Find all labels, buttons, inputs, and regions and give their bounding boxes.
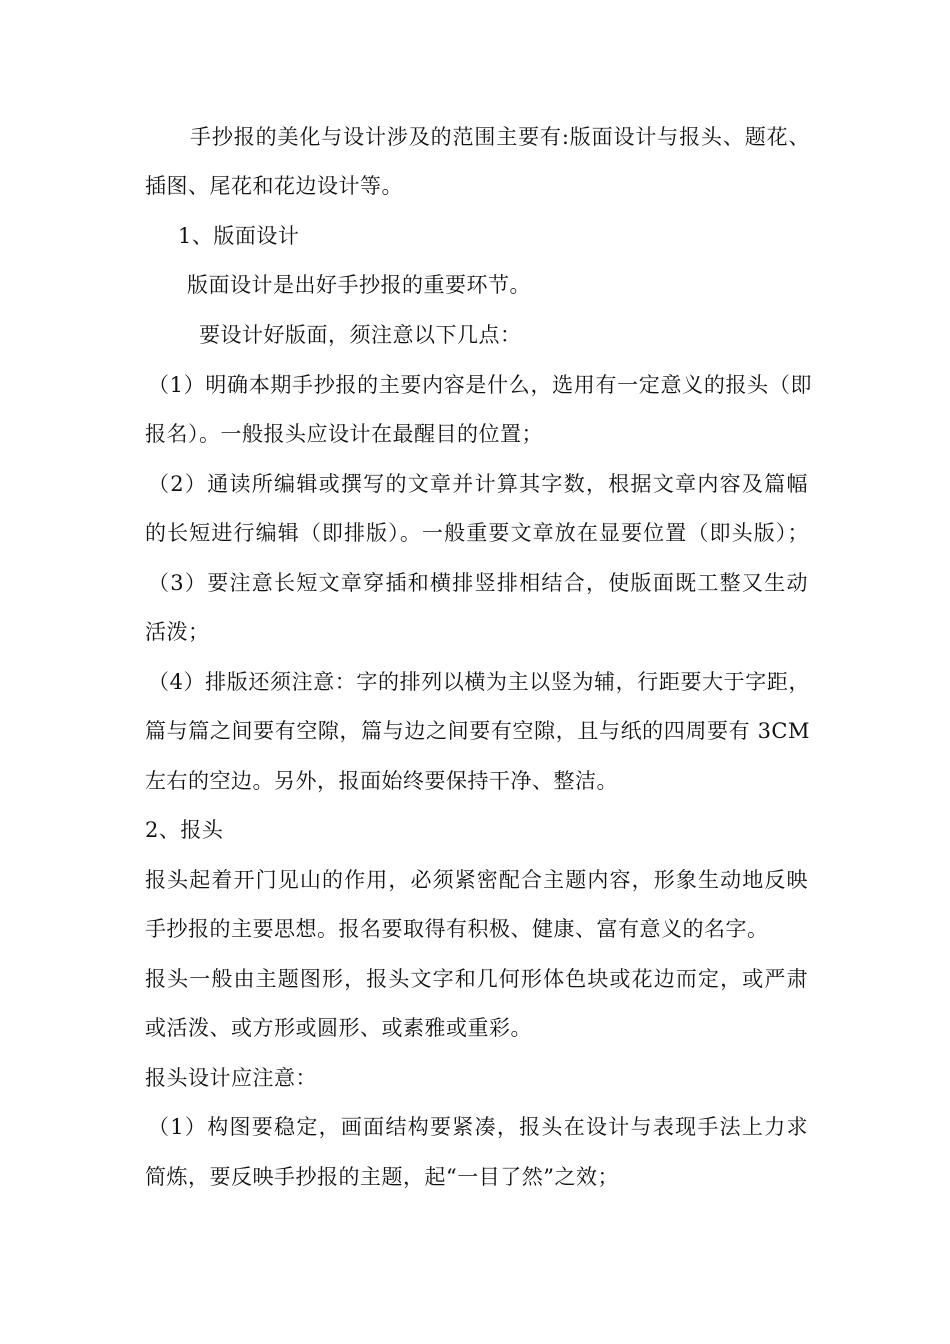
masthead-notes-heading: 报头设计应注意： xyxy=(145,1066,317,1090)
list-item-4-line-3: 左右的空边。另外，报面始终要保持干净、整洁。 xyxy=(145,769,618,793)
masthead-paragraph-line-2: 手抄报的主要思想。报名要取得有积极、健康、富有意义的名字。 xyxy=(145,917,769,941)
section-heading-layout: 1、版面设计 xyxy=(178,224,300,248)
intro-line-1: 手抄报的美化与设计涉及的范围主要有:版面设计与报头、题花、 xyxy=(190,125,810,149)
intro-line-2: 插图、尾花和花边设计等。 xyxy=(145,174,403,198)
list-item-2-line-1: （2）通读所编辑或撰写的文章并计算其字数，根据文章内容及篇幅 xyxy=(148,472,808,496)
list-item-1-line-2: 报名）。一般报头应设计在最醒目的位置； xyxy=(145,422,543,446)
list-item-3-line-2: 活泼； xyxy=(145,620,210,644)
paragraph-line: 要设计好版面，须注意以下几点： xyxy=(199,323,522,347)
list-item-3-line-1: （3）要注意长短文章穿插和横排竖排相结合，使版面既工整又生动 xyxy=(148,571,808,595)
masthead-note-1-line-2: 简炼，要反映手抄报的主题，起“一目了然”之效； xyxy=(145,1165,619,1189)
section-heading-masthead: 2、报头 xyxy=(145,818,224,842)
masthead-note-1-line-1: （1）构图要稳定，画面结构要紧凑，报头在设计与表现手法上力求 xyxy=(148,1115,808,1139)
list-item-4-line-1: （4）排版还须注意：字的排列以横为主以竖为辅，行距要大于字距， xyxy=(148,670,810,694)
masthead-paragraph-line-3: 报头一般由主题图形，报头文字和几何形体色块或花边而定，或严肃 xyxy=(145,967,808,991)
list-item-4-line-2: 篇与篇之间要有空隙，篇与边之间要有空隙，且与纸的四周要有 3CM xyxy=(145,719,810,743)
list-item-2-line-2: 的长短进行编辑（即排版）。一般重要文章放在显要位置（即头版）； xyxy=(145,521,809,545)
masthead-paragraph-line-1: 报头起着开门见山的作用，必须紧密配合主题内容，形象生动地反映 xyxy=(145,868,808,892)
masthead-paragraph-line-4: 或活泼、或方形或圆形、或素雅或重彩。 xyxy=(145,1016,532,1040)
list-item-1-line-1: （1）明确本期手抄报的主要内容是什么，选用有一定意义的报头（即 xyxy=(148,373,812,397)
paragraph-line: 版面设计是出好手抄报的重要环节。 xyxy=(187,273,531,297)
